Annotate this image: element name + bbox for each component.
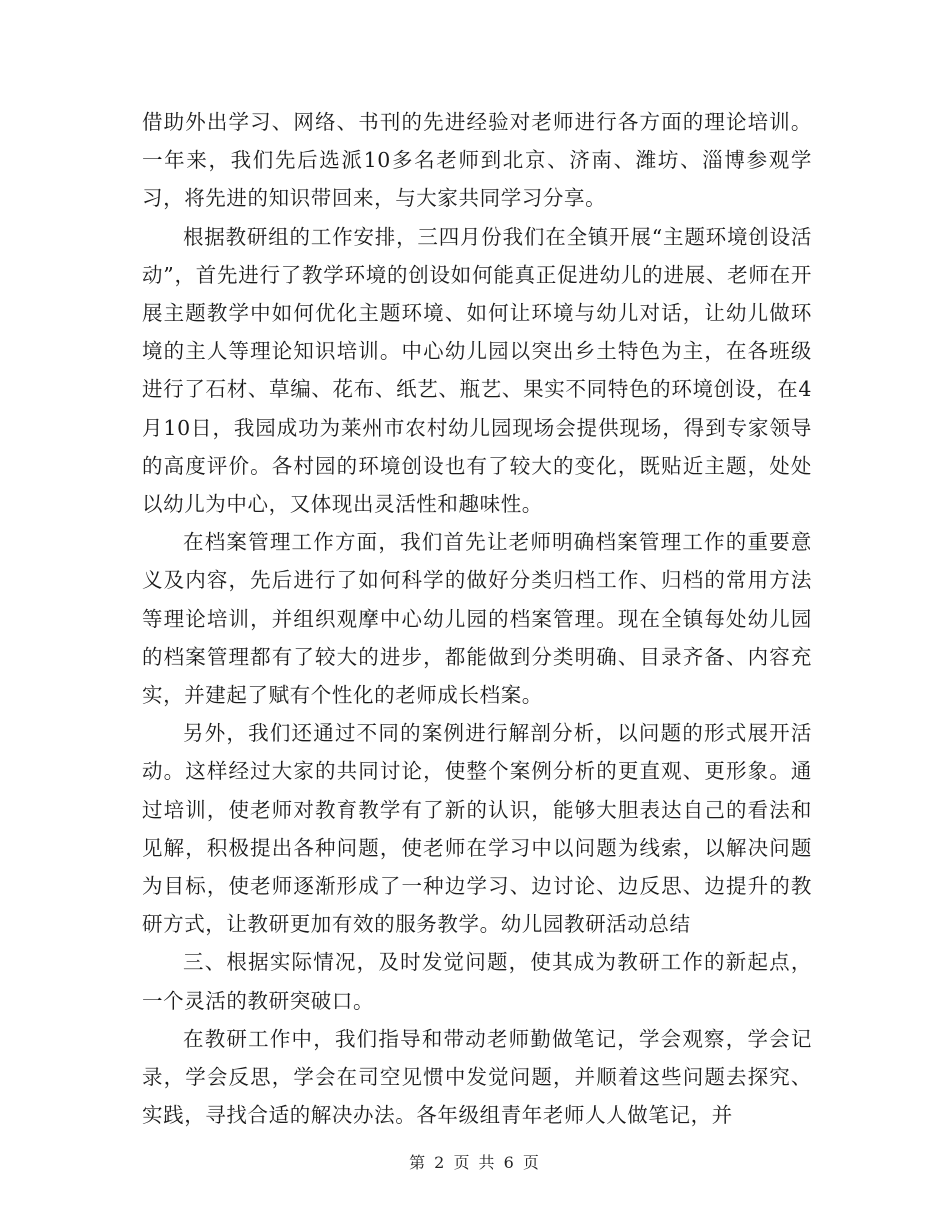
paragraph-note-taking: 在教研工作中，我们指导和带动老师勤做笔记，学会观察，学会记录，学会反思，学会在司空见惯中发觉问题，并顺着这些问题去探究、实践，寻找合适的解决办法。各年级组青年老师人人做笔记，并 — [142, 1026, 812, 1128]
paragraph-theme-environment: 根据教研组的工作安排，三四月份我们在全镇开展“主题环境创设活动”，首先进行了教学环境的创设如何能真正促进幼儿的进展、老师在开展主题教学中如何优化主题环境、如何让环境与幼儿对话，让幼儿做环境的主人等理论知识培训。中心幼儿园以突出乡土特色为主，在各班级进行了石材、草编、花布、纸艺、瓶艺、果实不同特色的环境创设，在4月10日，我园成功为莱州市农村幼儿园现场会提供现场，得到专家领导的高度评价。各村园的环境创设也有了较大的变化，既贴近主题，处处以幼儿为中心，又体现出灵活性和趣味性。 — [142, 224, 812, 517]
paragraph-continued-training: 借助外出学习、网络、书刊的先进经验对老师进行各方面的理论培训。一年来，我们先后选派10多名老师到北京、济南、潍坊、淄博参观学习，将先进的知识带回来，与大家共同学习分享。 — [142, 110, 812, 211]
paragraph-archive-management: 在档案管理工作方面，我们首先让老师明确档案管理工作的重要意义及内容，先后进行了如何科学的做好分类归档工作、归档的常用方法等理论培训，并组织观摩中心幼儿园的档案管理。现在全镇每处幼儿园的档案管理都有了较大的进步，都能做到分类明确、目录齐备、内容充实，并建起了赋有个性化的老师成长档案。 — [142, 530, 812, 708]
section-heading-three: 三、根据实际情况，及时发觉问题，使其成为教研工作的新起点，一个灵活的教研突破口。 — [142, 950, 812, 1013]
paragraph-case-analysis: 另外，我们还通过不同的案例进行解剖分析，以问题的形式展开活动。这样经过大家的共同讨论，使整个案例分析的更直观、更形象。通过培训，使老师对教育教学有了新的认识，能够大胆表达自己的看法和见解，积极提出各种问题，使老师在学习中以问题为线索，以解决问题为目标，使老师逐渐形成了一种边学习、边讨论、边反思、边提升的教研方式，让教研更加有效的服务教学。幼儿园教研活动总结 — [142, 721, 812, 937]
page-number-footer: 第 2 页 共 6 页 — [409, 1153, 541, 1172]
document-body — [142, 103, 812, 1134]
